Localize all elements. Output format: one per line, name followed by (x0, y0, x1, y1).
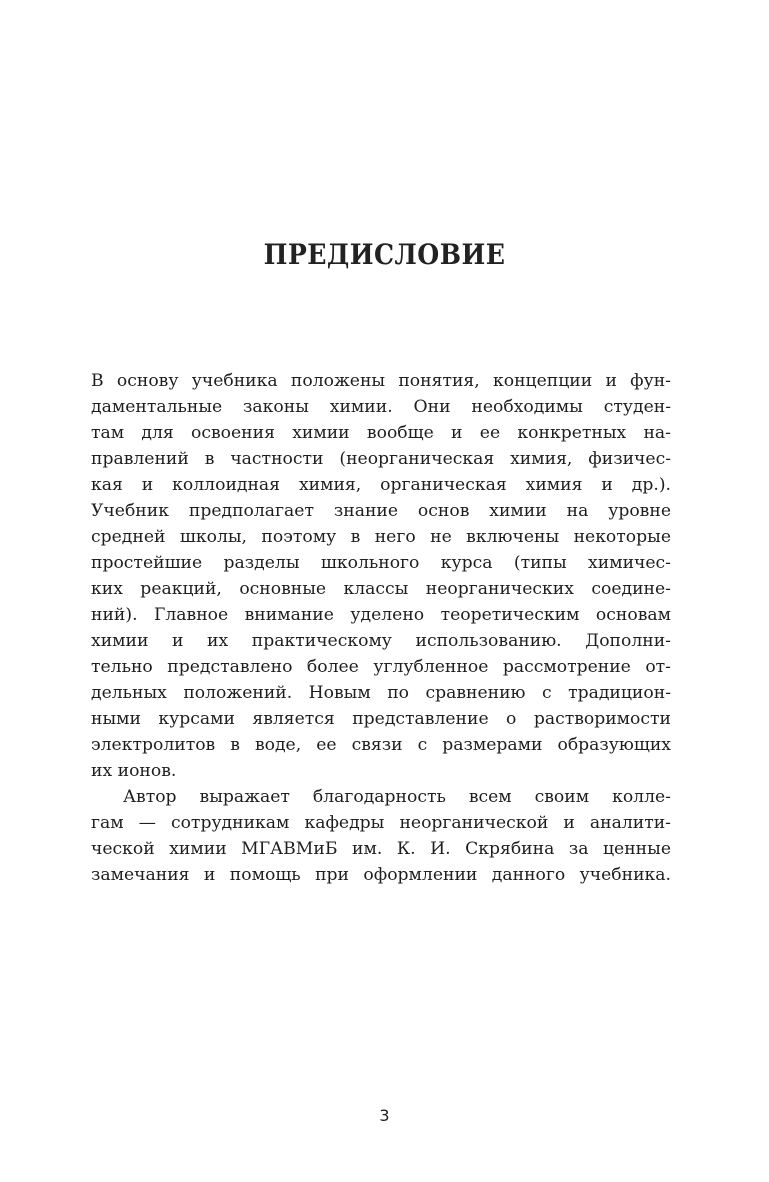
text-line: даментальные законы химии. Они необходимы студен- (91, 397, 671, 417)
paragraph-2 (91, 784, 671, 888)
text-line: замечания и помощь при оформлении данного учебника. (91, 865, 671, 885)
text-line: химии и их практическому использованию. Дополни- (91, 631, 671, 651)
text-line: ческой химии МГАВМиБ им. К. И. Скрябина за ценные (91, 839, 671, 859)
text-line: правлений в частности (неорганическая химия, физичес- (91, 449, 671, 469)
text-line: ний). Главное внимание уделено теоретическим основам (91, 605, 671, 625)
text-line: ными курсами является представление о растворимости (91, 709, 671, 729)
text-line: Учебник предполагает знание основ химии на уровне (91, 501, 671, 521)
text-line: Автор выражает благодарность всем своим колле- (123, 787, 671, 807)
text-line: электролитов в воде, ее связи с размерами образующих (91, 735, 671, 755)
text-line: их ионов. (91, 761, 177, 781)
text-line: там для освоения химии вообще и ее конкретных на- (91, 423, 671, 443)
text-line: гам — сотрудникам кафедры неорганической и аналити- (91, 813, 671, 833)
text-line: средней школы, поэтому в него не включены некоторые (91, 527, 671, 547)
preface-body (91, 368, 671, 888)
text-line: дельных положений. Новым по сравнению с традицион- (91, 683, 671, 703)
text-line: ких реакций, основные классы неорганических соедине- (91, 579, 671, 599)
page-title: ПРЕДИСЛОВИЕ (263, 238, 506, 271)
page-number: 3 (379, 1106, 390, 1125)
text-line: простейшие разделы школьного курса (типы химичес- (91, 553, 671, 573)
text-line: тельно представлено более углубленное рассмотрение от- (91, 657, 671, 677)
text-line: В основу учебника положены понятия, концепции и фун- (91, 371, 671, 391)
paragraph-1 (91, 368, 671, 784)
text-line: кая и коллоидная химия, органическая химия и др.). (91, 475, 671, 495)
